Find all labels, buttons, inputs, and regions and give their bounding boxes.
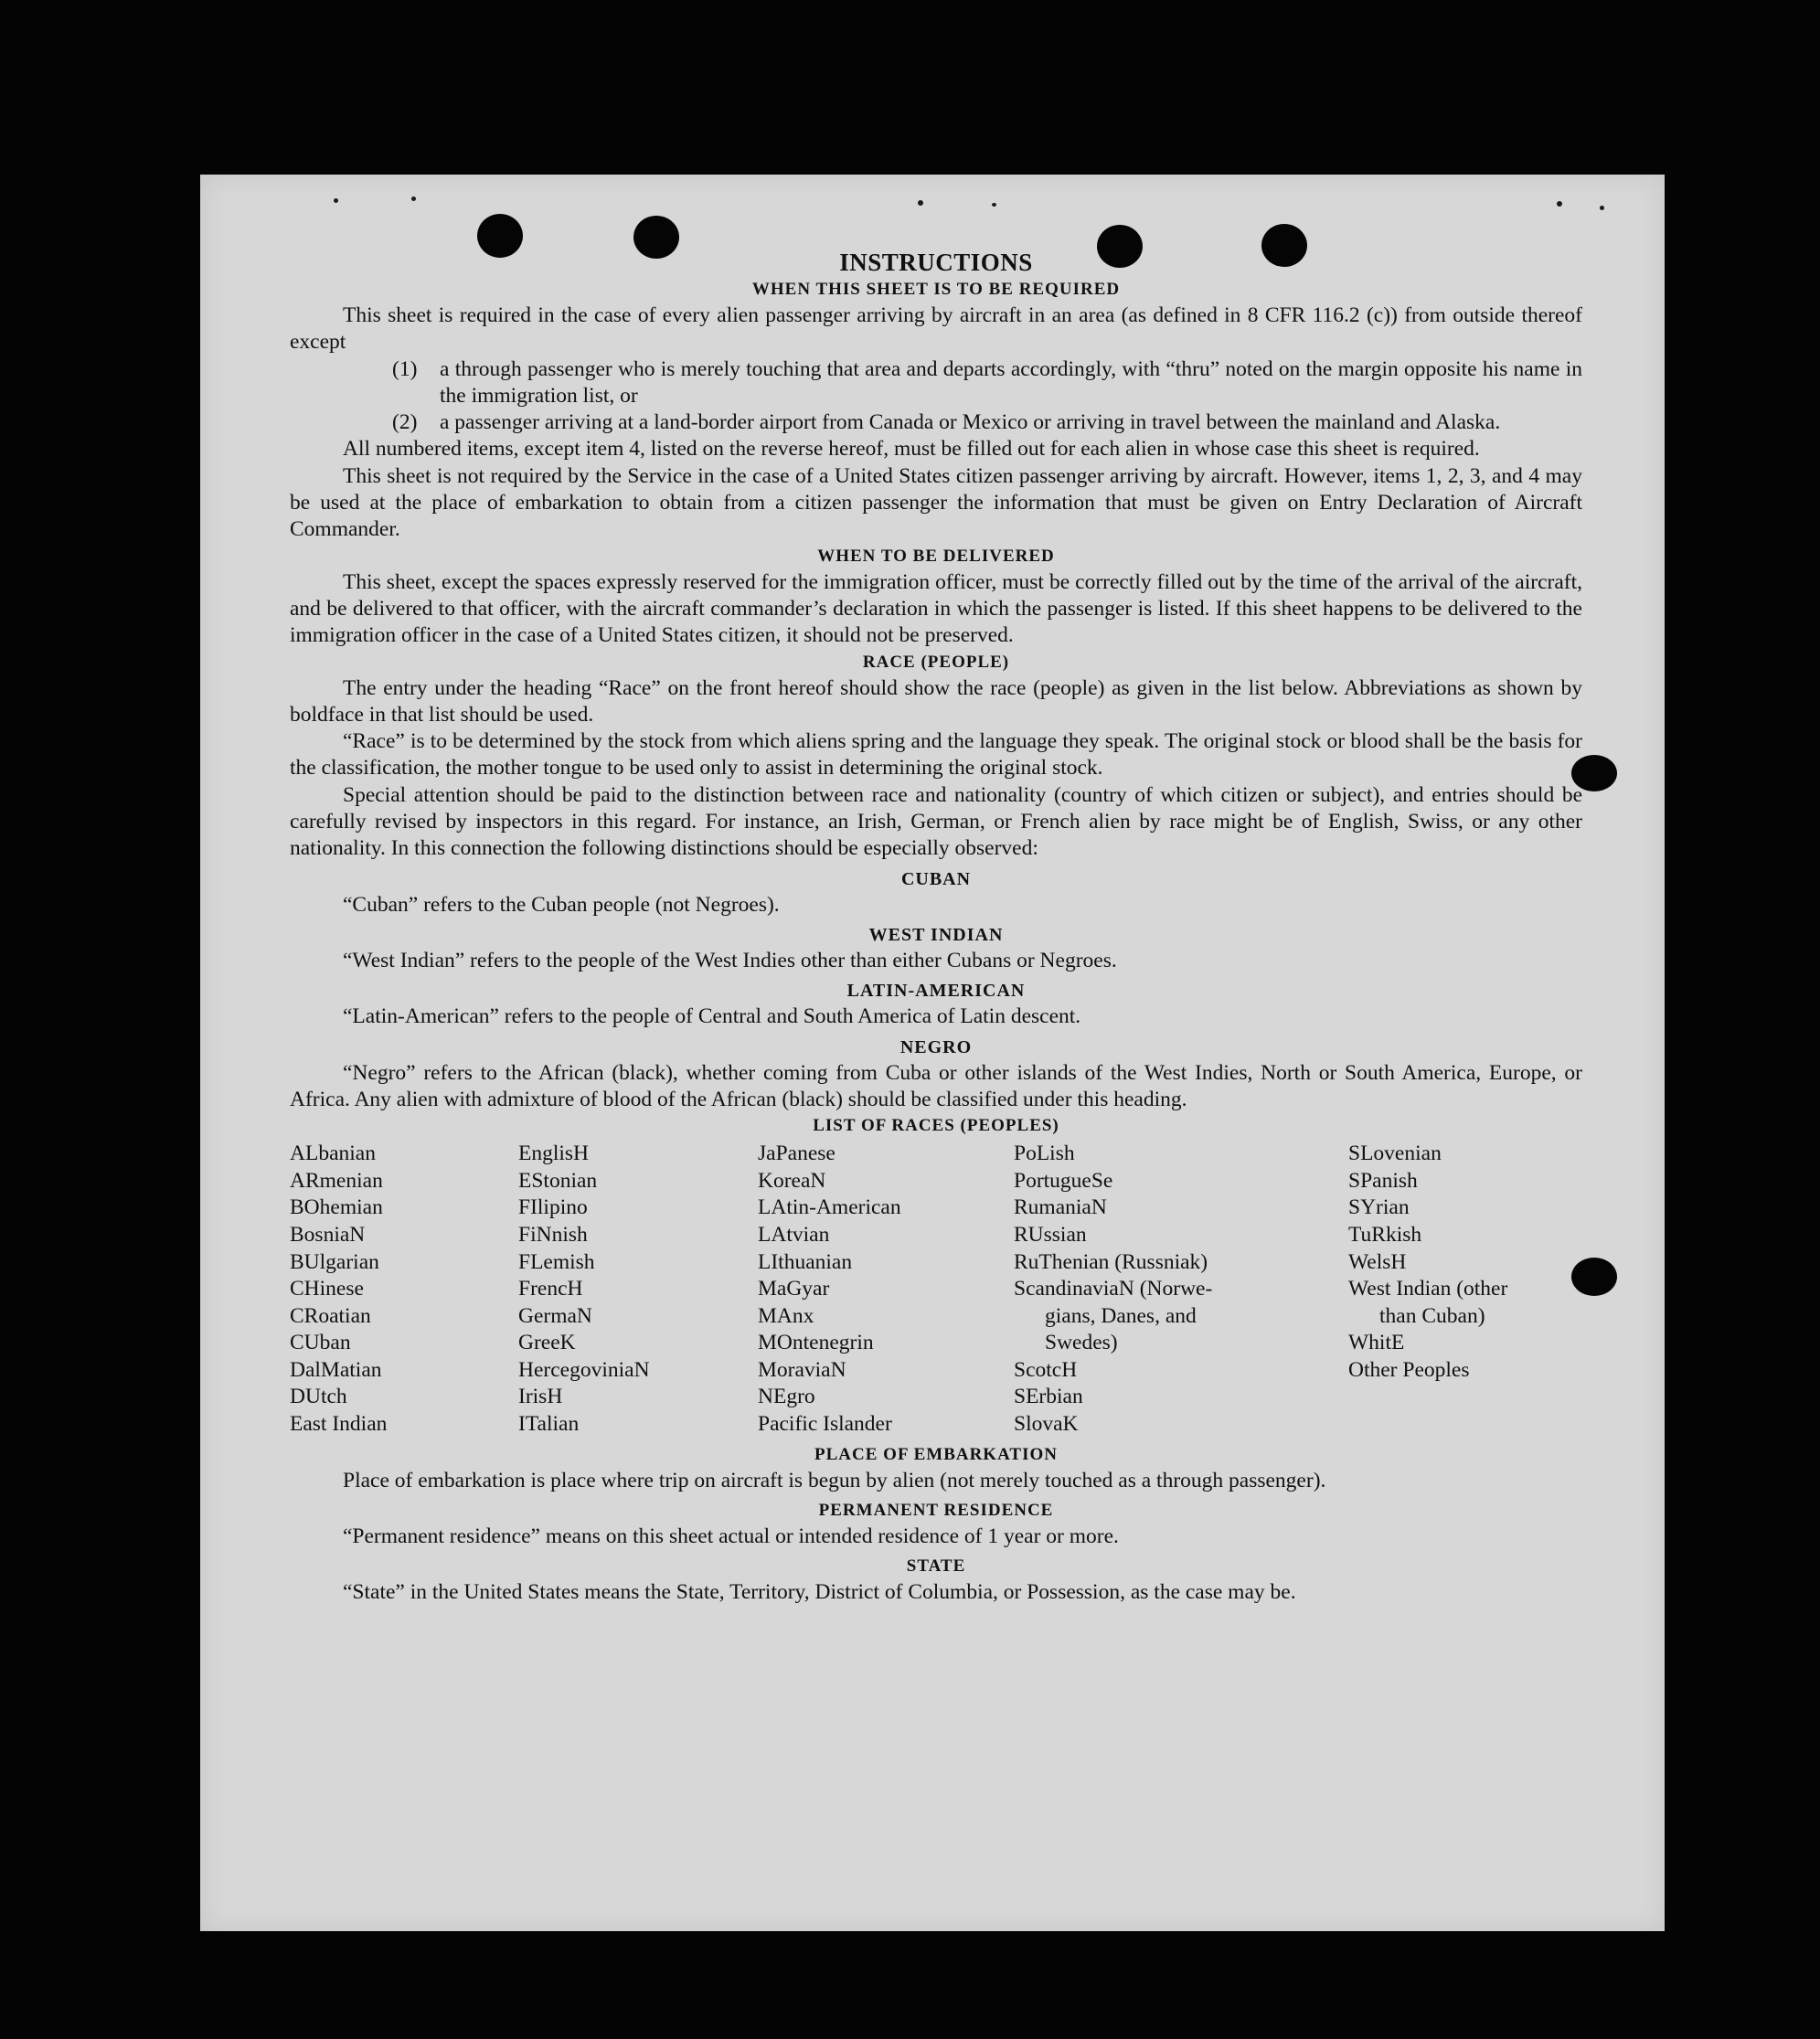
heading-when-delivered: WHEN TO BE DELIVERED [817, 546, 1055, 566]
latin-american-text: “Latin-American” refers to the people of Central and South America of Latin descent. [343, 1004, 1081, 1029]
race-entry: TuRkish [1348, 1222, 1422, 1247]
race-entry: CHinese [290, 1277, 364, 1301]
race-entry: JaPanese [758, 1142, 835, 1166]
instructions-content [290, 248, 1582, 1607]
race-list [290, 1141, 1582, 1439]
document-title: INSTRUCTIONS [839, 249, 1033, 276]
heading-when-required: WHEN THIS SHEET IS TO BE REQUIRED [751, 280, 1121, 299]
race-entry: HercegoviniaN [518, 1357, 650, 1382]
exception-item [392, 356, 1582, 410]
race-entry: MoraviaN [758, 1357, 846, 1382]
race-entry: RUssian [1014, 1222, 1087, 1247]
race-entry: WhitE [1348, 1331, 1405, 1355]
race-entry: DalMatian [290, 1357, 382, 1382]
race-entry: ScotcH [1014, 1357, 1078, 1382]
race-entry: NEgro [758, 1385, 815, 1409]
cuban-text: “Cuban” refers to the Cuban people (not Negroes). [343, 892, 780, 917]
race-entry: BOhemian [290, 1195, 383, 1220]
race-entry: BosniaN [290, 1222, 366, 1247]
race-entry: EnglisH [518, 1142, 590, 1166]
race-entry: FLemish [518, 1249, 595, 1274]
race-entry: SLovenian [1348, 1142, 1442, 1166]
race-column [1014, 1141, 1348, 1439]
race-entry: LIthuanian [758, 1249, 853, 1274]
race-entry: LAtvian [758, 1222, 830, 1247]
race-para1: The entry under the heading “Race” on the front hereof should show the race (people) as given in the list below. Abbreviations as shown by boldface in that list should be used. [290, 675, 1582, 727]
exception-number: (2) [392, 410, 418, 435]
race-entry: ITalian [518, 1412, 580, 1437]
state-text: “State” in the United States means the State, Territory, District of Columbia, or Possession, as the case may be. [343, 1580, 1296, 1605]
heading-list-of-races: LIST OF RACES (PEOPLES) [813, 1116, 1059, 1136]
heading-latin-american: LATIN-AMERICAN [846, 981, 1026, 1002]
race-entry: FiNnish [518, 1222, 588, 1247]
exception-text: a through passenger who is merely touching that area and departs accordingly, with “thru” noted on the margin opposite his name in the immigration list, or [440, 356, 1582, 408]
heading-cuban: CUBAN [900, 868, 972, 889]
heading-embarkation: PLACE OF EMBARKATION [814, 1444, 1058, 1464]
speck [918, 200, 923, 206]
speck [992, 203, 996, 207]
when-required-intro: This sheet is required in the case of every alien passenger arriving by aircraft in an area (as defined in 8 CFR 116.2 (c)) from outside thereof except [290, 303, 1582, 355]
race-entry: PoLish [1014, 1142, 1075, 1166]
race-entry-continued: than Cuban) [1379, 1303, 1485, 1328]
race-entry: RumaniaN [1014, 1195, 1107, 1220]
exception-number: (1) [392, 356, 418, 381]
race-column [758, 1141, 1014, 1439]
race-entry: West Indian (other [1348, 1277, 1508, 1301]
race-column [290, 1141, 518, 1439]
race-entry: Other Peoples [1348, 1357, 1470, 1382]
when-required-para2: All numbered items, except item 4, listed on the reverse hereof, must be filled out for each alien in whose case this sheet is required. [343, 437, 1480, 462]
race-entry: CUban [290, 1331, 351, 1355]
race-entry: ARmenian [290, 1168, 383, 1193]
speck [411, 196, 416, 201]
race-entry: BUlgarian [290, 1249, 379, 1274]
race-entry: SPanish [1348, 1168, 1418, 1193]
race-entry: SYrian [1348, 1195, 1410, 1220]
race-para3: Special attention should be paid to the distinction between race and nationality (country of which citizen or subject), and entries should be carefully revised by inspectors in this regard. For instance, an Irish, German, or French alien by race might be of English, Swiss, or any other nationality. In this connection the following distinctions should be especially observed: [290, 782, 1582, 861]
race-entry: WelsH [1348, 1249, 1407, 1274]
race-entry: East Indian [290, 1412, 388, 1437]
race-entry: MaGyar [758, 1277, 830, 1301]
race-entry: FrencH [518, 1277, 583, 1301]
race-entry: PortugueSe [1014, 1168, 1113, 1193]
race-entry-continued: gians, Danes, and [1045, 1303, 1197, 1328]
race-para2: “Race” is to be determined by the stock from which aliens spring and the language they speak. The original stock or blood shall be the basis for the classification, the mother tongue to be used only to assist in determining the original stock. [290, 729, 1582, 781]
race-entry: GermaN [518, 1303, 592, 1328]
west-indian-text: “West Indian” refers to the people of the West Indies other than either Cubans or Negroes. [343, 948, 1117, 972]
race-entry: MOntenegrin [758, 1331, 874, 1355]
exception-item [392, 409, 1582, 436]
race-entry: ALbanian [290, 1142, 376, 1166]
speck [1600, 206, 1604, 210]
speck [334, 198, 338, 203]
race-entry: FIlipino [518, 1195, 588, 1220]
race-entry: EStonian [518, 1168, 598, 1193]
race-entry: MAnx [758, 1303, 814, 1328]
exception-list [392, 356, 1582, 437]
heading-state: STATE [906, 1556, 966, 1577]
heading-negro: NEGRO [899, 1036, 973, 1057]
heading-west-indian: WEST INDIAN [868, 924, 1004, 945]
embarkation-text: Place of embarkation is place where trip on aircraft is begun by alien (not merely touched as a through passenger). [343, 1468, 1326, 1492]
heading-permanent-residence: PERMANENT RESIDENCE [818, 1500, 1054, 1520]
race-entry: IrisH [518, 1385, 563, 1409]
permanent-residence-text: “Permanent residence” means on this sheet actual or intended residence of 1 year or more. [343, 1524, 1119, 1548]
race-column [1348, 1141, 1582, 1439]
exception-text: a passenger arriving at a land-border airport from Canada or Mexico or arriving in travel between the mainland and Alaska. [440, 410, 1501, 435]
paper-sheet [200, 175, 1665, 1931]
race-entry: CRoatian [290, 1303, 371, 1328]
negro-text: “Negro” refers to the African (black), whether coming from Cuba or other islands of the West Indies, North or South America, Europe, or Africa. Any alien with admixture of blood of the African (black) should be classified under this heading. [290, 1060, 1582, 1111]
race-entry: LAtin-American [758, 1195, 901, 1220]
race-entry-continued: Swedes) [1045, 1331, 1118, 1355]
when-required-para3: This sheet is not required by the Service in the case of a United States citizen passenger arriving by aircraft. However, items 1, 2, 3, and 4 may be used at the place of embarkation to obtain from a citizen passenger the information that must be given on Entry Declaration of Aircraft Commander. [290, 463, 1582, 542]
race-entry: RuThenian (Russniak) [1014, 1249, 1208, 1274]
race-entry: DUtch [290, 1385, 347, 1409]
when-delivered-text: This sheet, except the spaces expressly reserved for the immigration officer, must be correctly filled out by the time of the arrival of the aircraft, and be delivered to that officer, with the aircraft commander’s declaration in which the passenger is listed. If this sheet happens to be delivered to the immigration officer in the case of a United States citizen, it should not be preserved. [290, 569, 1582, 648]
race-column [518, 1141, 758, 1439]
race-entry: Pacific Islander [758, 1412, 892, 1437]
race-entry: ScandinaviaN (Norwe- [1014, 1277, 1213, 1301]
race-entry: SlovaK [1014, 1412, 1079, 1437]
race-entry: SErbian [1014, 1385, 1083, 1409]
speck [1557, 201, 1562, 207]
heading-race: RACE (PEOPLE) [862, 652, 1010, 672]
race-entry: GreeK [518, 1331, 576, 1355]
race-entry: KoreaN [758, 1168, 826, 1193]
